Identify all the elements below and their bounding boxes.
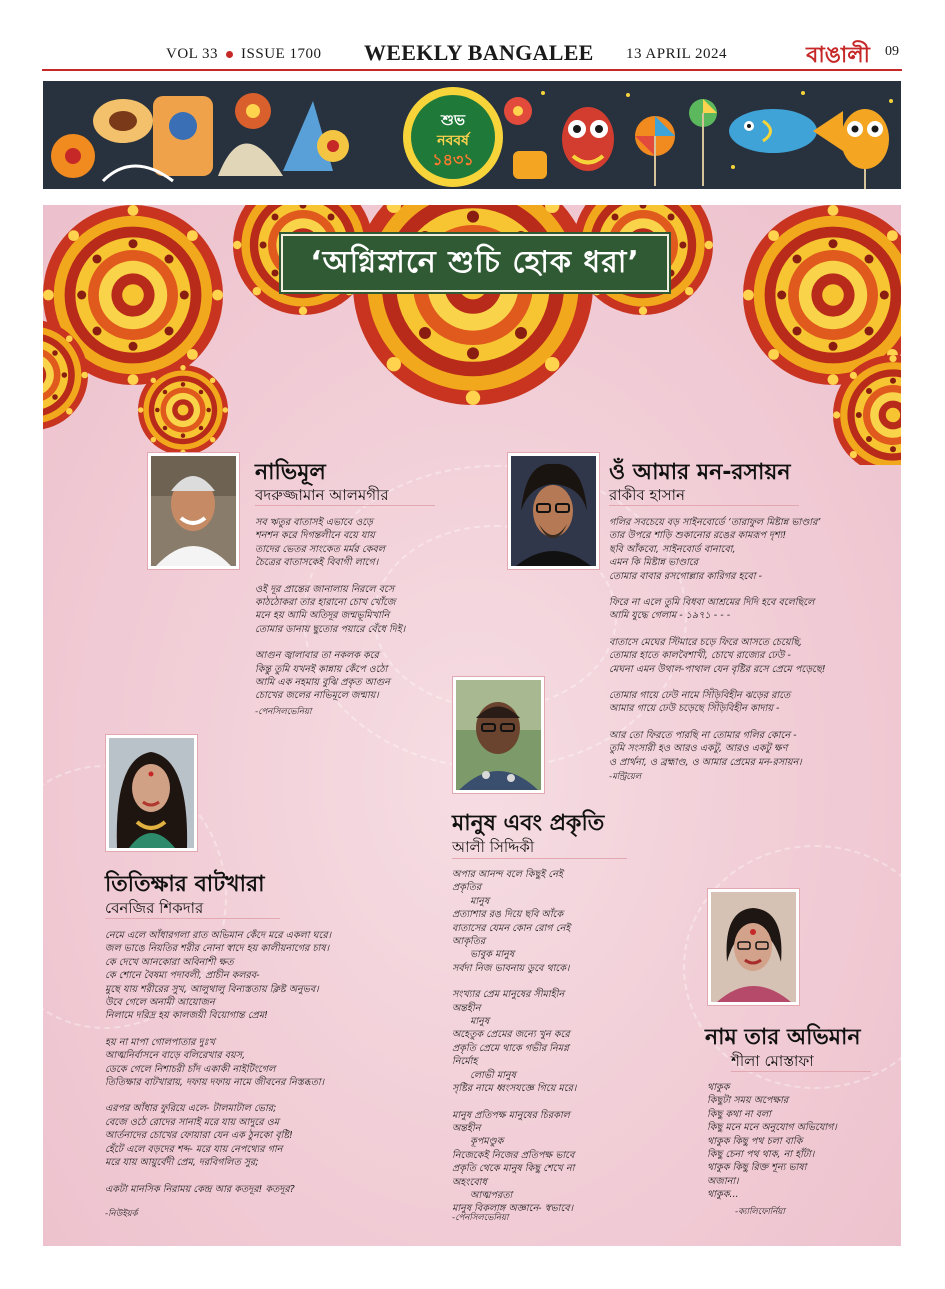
poem-line: কাঠঠোকরা তার হারানো চোখ খোঁজে: [255, 597, 396, 609]
owl-icon-right: [841, 109, 889, 189]
new-year-banner: [43, 81, 901, 189]
poem-author-rakib: রাকীব হাসান: [609, 486, 685, 504]
poem-line: বেজে ওঠে রোদের সানাই মরে যায় আদুরে ওম: [105, 1116, 279, 1128]
poem-line: আকৃতির: [452, 936, 486, 948]
poem-line: ওই দূর প্রান্তের জানালায় নিরলে বসে: [255, 583, 395, 595]
poet-photo-badruzzaman: [147, 452, 240, 570]
greeting-year: ১৪৩১: [432, 150, 474, 169]
title-underline: [105, 918, 280, 919]
portrait-icon: [711, 892, 796, 1002]
stanza-gap: [609, 623, 879, 636]
poem-line: কে দেখে আনকোরা অবিনাশী ক্ষত: [105, 956, 234, 968]
poem-title-nabhimul: নাভিমূল: [255, 460, 326, 485]
poem-line: ছবি আঁকবো, সাইনবোর্ড বানাবো,: [609, 543, 736, 555]
stanza-gap: [452, 1096, 652, 1109]
poem-line: ভাবুক মানুষ: [470, 949, 515, 961]
poem-line: কিছুটা সময় অপেক্ষার: [707, 1095, 789, 1107]
poem-line: কিছু মনে মনে অনুযোগ অভিযোগ।: [707, 1122, 837, 1134]
poem-author-shila: শীলা মোস্তাফা: [731, 1052, 814, 1070]
poem-line: নেমে এলে আঁধারগলা রাত অভিমান কেঁদে মরে একলা ঘরে।: [105, 930, 332, 941]
poet-photo-rakib: [507, 452, 600, 570]
poem-title-titikkhar: তিতিক্ষার বাটখারা: [105, 872, 265, 897]
poem-line: প্রকৃতি থেকে মানুষ কিছু শেখে না: [452, 1163, 575, 1175]
poem-author-badruzzaman: বদরুজ্জামান আলমগীর: [255, 486, 389, 504]
poem-line: চৈত্রের বাতাসকেই বিবাগী লাগে।: [255, 557, 379, 569]
header-divider: [42, 69, 902, 71]
stanza-gap: [255, 570, 490, 583]
masthead-title: WEEKLY BANGALEE: [364, 40, 594, 65]
poem-place: -নিউইয়র্ক: [105, 1209, 138, 1219]
poem-line: থাকুক কিছু রিক্ত শূন্য ভাষা: [707, 1162, 807, 1174]
poem-place: -মন্ট্রিয়েল: [609, 772, 642, 782]
poem-line: মানুষ: [470, 1016, 490, 1028]
poem-line: তার উপরে শাড়ি শুকানোর রঙের কামরূপ দৃশ্য!: [609, 530, 787, 542]
portrait-icon: [151, 456, 236, 566]
poem-line: তিতিক্ষার বাটখারায়, দফায় দফায় নামে জীবনের নিস্তব্ধতা।: [105, 1077, 325, 1089]
poem-body-nabhimul: [255, 516, 490, 703]
poem-place: -ক্যালিফোর্নিয়া: [735, 1207, 785, 1217]
poem-line: প্রত্যাশার রঙ দিয়ে ছবি আঁকে: [452, 909, 564, 921]
poem-line: সর্বদা নিজ ভাবনায় ডুবে থাকে।: [452, 962, 570, 974]
poem-line: আগুন জ্বালাবার তা নকলক করে: [255, 650, 379, 662]
poem-body-manush-prokriti: [452, 868, 652, 1216]
poem-line: আত্মপরতা: [470, 1189, 513, 1201]
poem-line: থাকুক কিছু পথ চলা বাকি: [707, 1135, 803, 1147]
poster-headline: [281, 234, 669, 292]
poem-line: তোমার হাতে কালবৈশাখী, চোখে রাজ্যের ঢেউ -: [609, 650, 791, 662]
poem-line: আর তো ফিরতে পারছি না তোমার গলির কোনে -: [609, 729, 797, 741]
poem-line: কে শোনে বৈষম্য পদাবলী, প্রাচীন কলরব-: [105, 970, 260, 982]
poem-line: কিন্তু তুমি যখনই কান্নায় কেঁপে ওঠো: [255, 663, 388, 675]
greeting-line2: নববর্ষ: [437, 133, 469, 149]
poem-line: মেঘনা এমন উথাল-পাথাল যেন বৃষ্টির রসে প্রেমে পড়েছে!: [609, 663, 826, 675]
poetry-poster: [43, 205, 901, 1246]
poem-line: কিছু চেনা পথ থাক, না হাঁটা।: [707, 1149, 815, 1161]
poem-line: তুমি সংসারী হও আরও একটু, আরও একটু ক্ষণ: [609, 743, 788, 755]
poem-line: মনে হয় আমি অতিদূর জন্মভূমিখানি: [255, 610, 390, 622]
title-underline: [731, 1071, 871, 1072]
poem-line: সংখ্যার প্রেম মানুষের সীমাহীন: [452, 989, 565, 1001]
poem-line: থাকুক: [707, 1082, 730, 1093]
poem-line: বাতাসের যেমন কোন রোগ নেই: [452, 922, 571, 934]
poem-place: -পেনসিলভেনিয়া: [255, 707, 312, 717]
poem-line: অহংবোধ: [452, 1176, 487, 1188]
title-underline: [255, 505, 435, 506]
poem-line: মানুষ বিকলাঙ্গ অজ্ঞানে- স্বভাবে।: [452, 1203, 574, 1215]
poem-line: তোমার গায়ে ঢেউ নামে সিঁড়িবিহীন ঝড়ের রাতে: [609, 690, 791, 702]
stanza-gap: [609, 676, 879, 689]
poem-author-benzir: বেনজির শিকদার: [105, 899, 204, 917]
poem-body-mon-rasayan: [609, 516, 879, 769]
mandala-small-far-left-icon: [138, 365, 228, 455]
poem-line: নিলামে দরিদ্র হয় কালজয়ী বিয়োগান্ত প্রেম!: [105, 1010, 268, 1022]
issue-info: VOL 33 ISSUE 1700: [166, 46, 322, 62]
poem-line: লোভী মানুষ: [470, 1069, 516, 1081]
poem-line: এমন কি মিষ্টান্ন ভাণ্ডারে: [609, 557, 699, 569]
poem-line: বাতাসে মেঘের স্টিমারে চড়ে ফিরে আসতে চেয়েছি,: [609, 636, 803, 648]
portrait-icon: [511, 456, 596, 566]
poem-line: মানুষ: [470, 895, 490, 907]
poem-line: আমার গায়ে ঢেউ চড়েছে সিঁড়িবিহীন কাদায় -: [609, 703, 780, 715]
greeting-line1: শুভ: [440, 111, 466, 129]
poem-title-manush-prokriti: মানুষ এবং প্রকৃতি: [452, 811, 605, 836]
portrait-icon: [109, 738, 194, 848]
poem-body-titikkhar: [105, 929, 405, 1196]
poet-photo-benzir: [105, 734, 198, 852]
poem-title-abhiman: নাম তার অভিমান: [705, 1025, 861, 1050]
poem-line: ফিরে না এলে তুমি বিধবা আশ্রমের দিদি হবে বলেছিলে: [609, 597, 815, 609]
stanza-gap: [255, 636, 490, 649]
title-underline: [452, 858, 627, 859]
stanza-gap: [609, 583, 879, 596]
poem-line: অন্তহীন: [452, 1002, 481, 1014]
poem-place: -পেনসিলভেনিয়া: [452, 1213, 509, 1223]
poem-line: নিজেকেই নিজের প্রতিপক্ষ ভাবে: [452, 1149, 575, 1161]
poem-line: অজানা।: [707, 1175, 739, 1187]
stanza-gap: [105, 1089, 405, 1102]
stanza-gap: [105, 1023, 405, 1036]
folk-art-banner-illustration: [43, 81, 901, 189]
poem-line: উবে গেলে অনামী আয়োজন: [105, 997, 215, 1009]
portrait-icon: [456, 680, 541, 790]
poet-photo-shila: [707, 888, 800, 1006]
page-header: [42, 38, 902, 68]
poem-line: মরে যায় আয়ুর্বেদী প্রেম, দরবিগলিত সুর;: [105, 1157, 259, 1169]
poem-line: থাকুক...: [707, 1189, 739, 1201]
poem-line: অন্তহীন: [452, 1122, 481, 1134]
poem-line: ও প্রার্থনা, ও ব্রহ্মাণ্ড, ও আমার প্রেমের মন-রসায়ন।: [609, 756, 802, 768]
separator-dot-icon: [226, 51, 233, 58]
poem-line: অহেতুক প্রেমের জন্যে খুন করে: [452, 1029, 570, 1041]
title-underline: [609, 505, 799, 506]
poem-line: নির্মোহ: [452, 1056, 478, 1068]
poem-line: চোখের জলের নাভিমূলে জন্মায়।: [255, 690, 379, 702]
poem-line: প্রকৃতি প্রেমে থাকে গভীর নিমগ্ন: [452, 1042, 569, 1054]
page-number: 09: [885, 44, 899, 59]
poem-line: হয় না মাপা গোলপাতার দুঃখ: [105, 1036, 215, 1048]
poem-title-mon-rasayan: ওঁ আমার মন-রসায়ন: [609, 460, 791, 485]
stanza-gap: [452, 975, 652, 988]
stanza-gap: [105, 1170, 405, 1183]
poem-line: আর্তনাদের চোখের ফোয়ারা যেন এক ঠুনকো বৃষ্টি!: [105, 1130, 293, 1142]
poem-line: কূপমণ্ডুক: [470, 1136, 504, 1148]
poem-line: সব ঋতুর বাতাসই এভাবে ওড়ে: [255, 517, 373, 528]
poem-line: জল ভাঙে নিয়তির শরীর নোনা স্বাদে হয় কালীয়নাগের চাষ।: [105, 943, 330, 955]
greeting-medallion-icon: [403, 87, 547, 187]
poem-body-abhiman: [707, 1081, 887, 1202]
poem-line: সৃষ্টির নামে ধ্বংসযজ্ঞে গিয়ে মরে।: [452, 1083, 577, 1095]
poem-line: মুছে যায় শরীরের সুখ, আলুথালু বিন্যস্ততায় ক্লিষ্ট অনুভব।: [105, 983, 319, 995]
bangalee-logo: বাঙালী: [806, 43, 870, 68]
poem-line: প্রকৃতির: [452, 882, 482, 894]
fish-icon: [729, 109, 843, 153]
stanza-gap: [609, 716, 879, 729]
poem-line: একটা মানসিক নিরাময় কেন্দ্র আর কতদূর! কতদূর?: [105, 1183, 295, 1195]
poem-line: অপার আনন্দ বলে কিছুই নেই: [452, 869, 563, 880]
poet-photo-ali: [452, 676, 545, 794]
folk-art-left-icon: [51, 93, 349, 181]
poem-line: কিছু কথা না বলা: [707, 1108, 771, 1120]
poem-line: আত্মনির্বাসনে বাড়ে বলিরেখার বয়স,: [105, 1050, 246, 1062]
poem-line: ডেকে গেলে নিশাচরী চাঁদ একাকী নাইটিংগেল: [105, 1063, 276, 1075]
poem-line: তোমার ডানায় ছুতোর পয়ারে বেঁধে দিই।: [255, 623, 406, 635]
poem-line: এরপর আঁধার ফুরিয়ে এলে- টালমাটাল ভোর;: [105, 1103, 277, 1115]
pinwheel-icon: [635, 99, 717, 186]
poem-line: মানুষ প্রতিপক্ষ মানুষের চিরকাল: [452, 1109, 570, 1121]
owl-icon: [562, 107, 614, 171]
poem-line: শনশন করে দিগন্তলীনে বয়ে যায়: [255, 530, 375, 542]
headline-text: ‘অগ্নিস্নানে শুচি হোক ধরা’: [310, 245, 640, 280]
poem-line: আমি যুদ্ধে গেলাম - ১৯৭১ - - -: [609, 610, 731, 622]
poem-line: আমি এক নহমায় বুঝি প্রকৃত আগুন: [255, 677, 390, 689]
issue-date: 13 APRIL 2024: [626, 46, 727, 62]
poem-line: তাদের ভেতর সাংকেত মর্মর কেবল: [255, 543, 385, 555]
poem-line: তোমার বাবার রসগোল্লার কারিগর হবো -: [609, 570, 763, 582]
poem-line: গলির সবচেয়ে বড় সাইনবোর্ডে ‘তারাফুল মিষ্টান্ন ভাণ্ডার’: [609, 517, 821, 528]
poem-author-ali: আলী সিদ্দিকী: [452, 838, 535, 856]
poem-line: হেঁটে এলে বড়দের শব্দ- মরে যায় নেপথ্যের গান: [105, 1143, 283, 1155]
